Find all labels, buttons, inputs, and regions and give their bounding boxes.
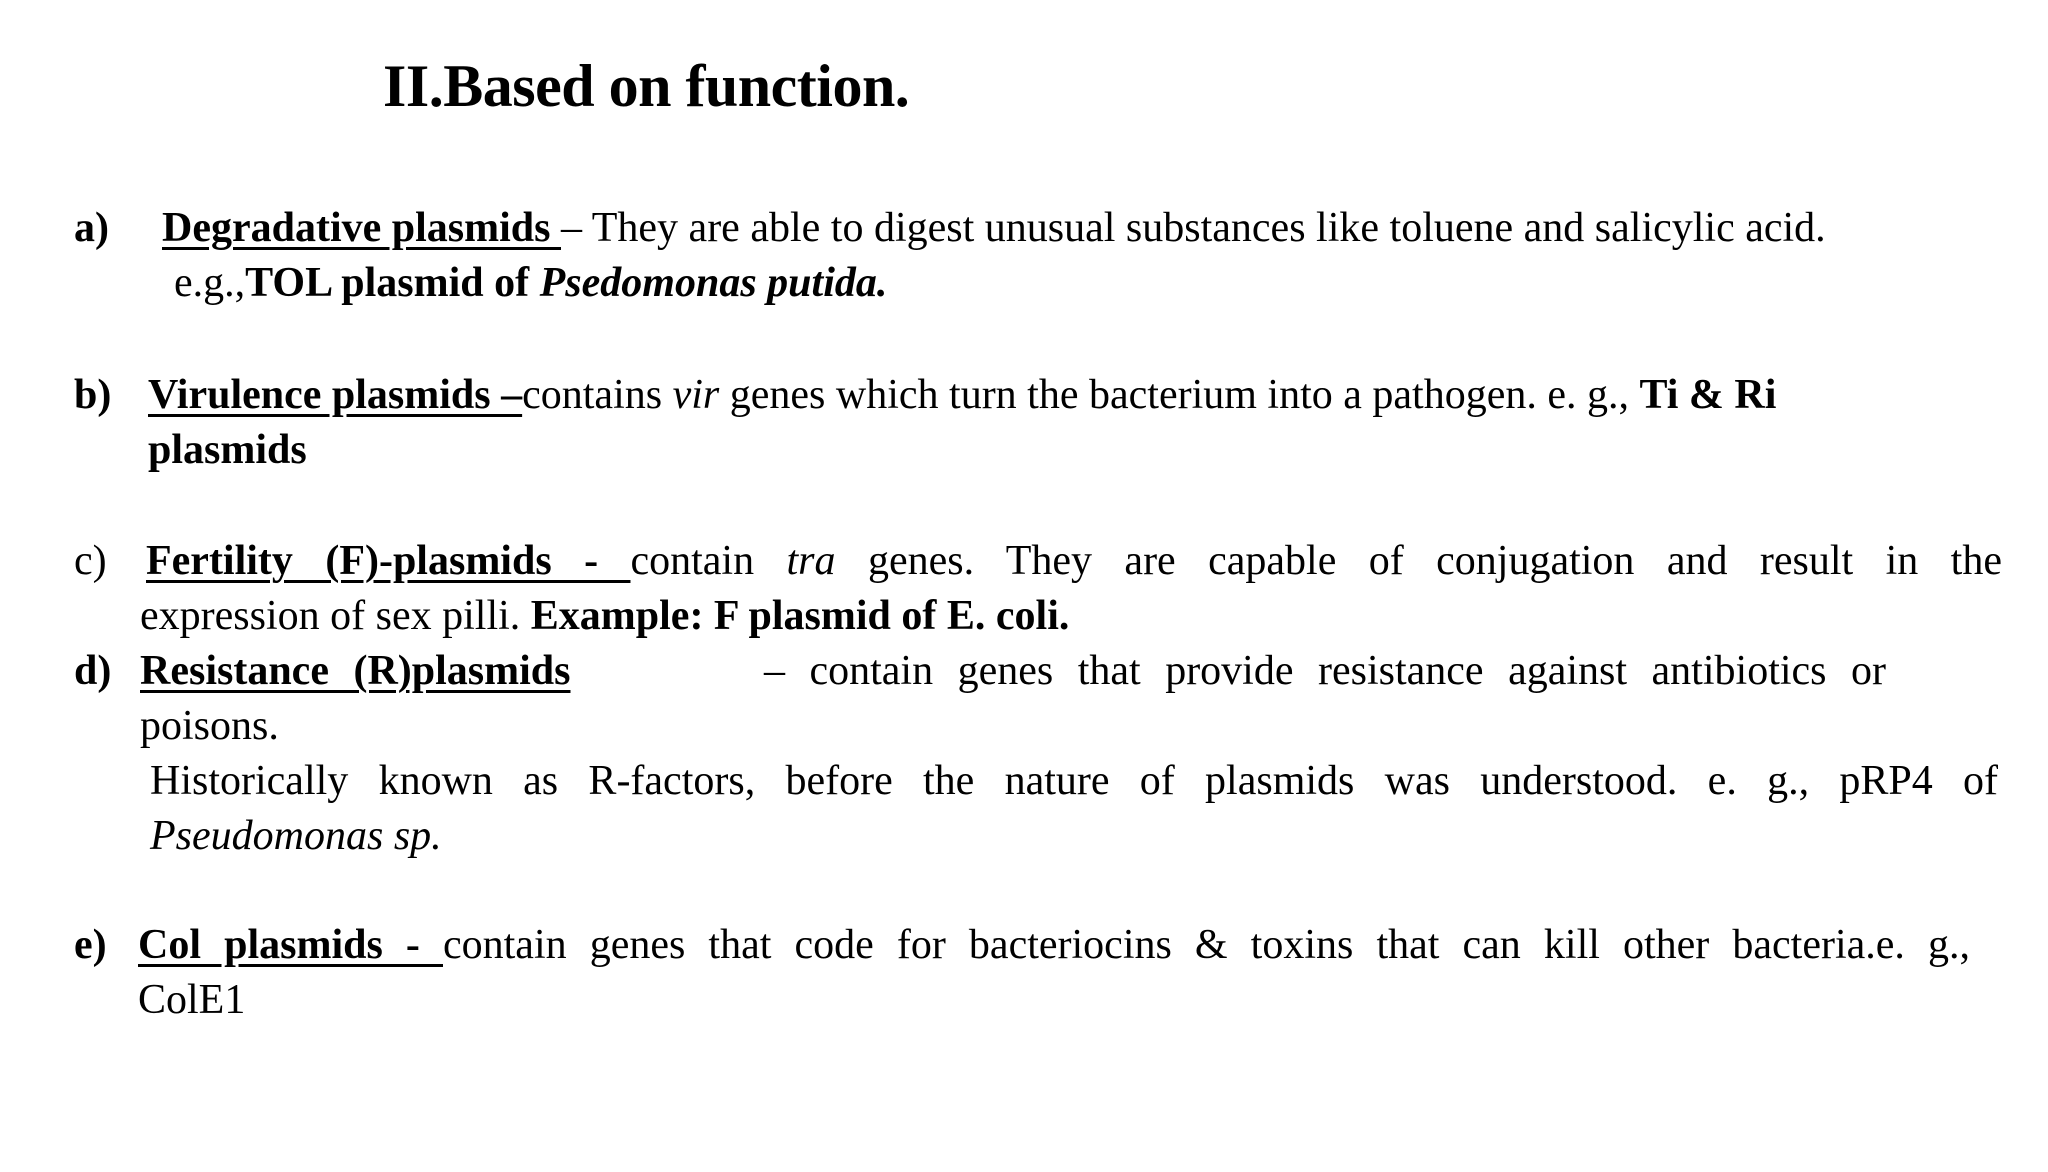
item-marker-b: b) [74, 372, 112, 418]
item-a-line-2 [174, 256, 887, 311]
item-a-line-1 [162, 201, 1826, 256]
item-marker-c: c) [74, 538, 107, 584]
list-item-e [74, 918, 1974, 1028]
list-item-a [74, 201, 1974, 311]
item-marker-e: e) [74, 922, 107, 968]
term-degradative-plasmids: Degradative plasmids [162, 205, 561, 251]
item-c-line-1 [146, 534, 2002, 589]
item-a-dash: – [561, 205, 592, 251]
item-c-tra-genes: tra [786, 538, 836, 584]
item-d-example-organism: Pseudomonas sp. [150, 813, 442, 859]
term-col-plasmids: Col plasmids - [138, 922, 443, 968]
item-a-example-bold: TOL plasmid of [245, 260, 540, 306]
item-b-example-bold-1: Ti & Ri [1639, 372, 1777, 418]
item-d-line-1 [140, 644, 1886, 699]
item-a-description: They are able to digest unusual substances like toluene and salicylic acid. [591, 205, 1826, 251]
item-e-description-1: contain genes that code for bacteriocins & toxins that can kill other bacteria.e. g., [443, 922, 1971, 968]
term-virulence-plasmids: Virulence plasmids – [148, 372, 523, 418]
item-c-example: Example: F plasmid of E. coli. [530, 593, 1070, 639]
item-a-example-organism: Psedomonas putida. [539, 260, 888, 306]
term-fertility-plasmids: Fertility (F)-plasmids - [146, 538, 631, 584]
term-resistance-plasmids: Resistance (R)plasmids [140, 648, 571, 694]
item-b-line-1 [148, 368, 1776, 423]
item-b-description-1: contains [522, 372, 673, 418]
slide-title: II.Based on function. [383, 53, 910, 119]
list-item-d [74, 644, 1998, 864]
item-b-vir-genes: vir [672, 372, 720, 418]
list-item-c [74, 534, 2002, 644]
item-c-line-2 [140, 589, 1069, 644]
item-d-description-1: – contain genes that provide resistance against antibiotics or [763, 648, 1886, 694]
item-marker-d: d) [74, 648, 112, 694]
item-marker-a: a) [74, 205, 109, 251]
item-d-line-2: poisons. [140, 703, 279, 749]
item-c-description-2: genes. They are capable of conjugation and result in the [835, 538, 2002, 584]
item-d-line-3: Historically known as R-factors, before the nature of plasmids was understood. e. g., pRP4 of [150, 758, 1998, 804]
list-item-b [74, 368, 1974, 478]
item-a-example-prefix: e.g., [174, 260, 246, 306]
item-b-line-2: plasmids [148, 427, 307, 473]
item-b-description-2: genes which turn the bacterium into a pathogen. e. g., [719, 372, 1640, 418]
item-e-line-2: ColE1 [138, 977, 246, 1023]
item-c-description-3: expression of sex pilli. [140, 593, 531, 639]
item-c-description-1: contain [630, 538, 787, 584]
item-e-line-1 [138, 918, 1970, 973]
